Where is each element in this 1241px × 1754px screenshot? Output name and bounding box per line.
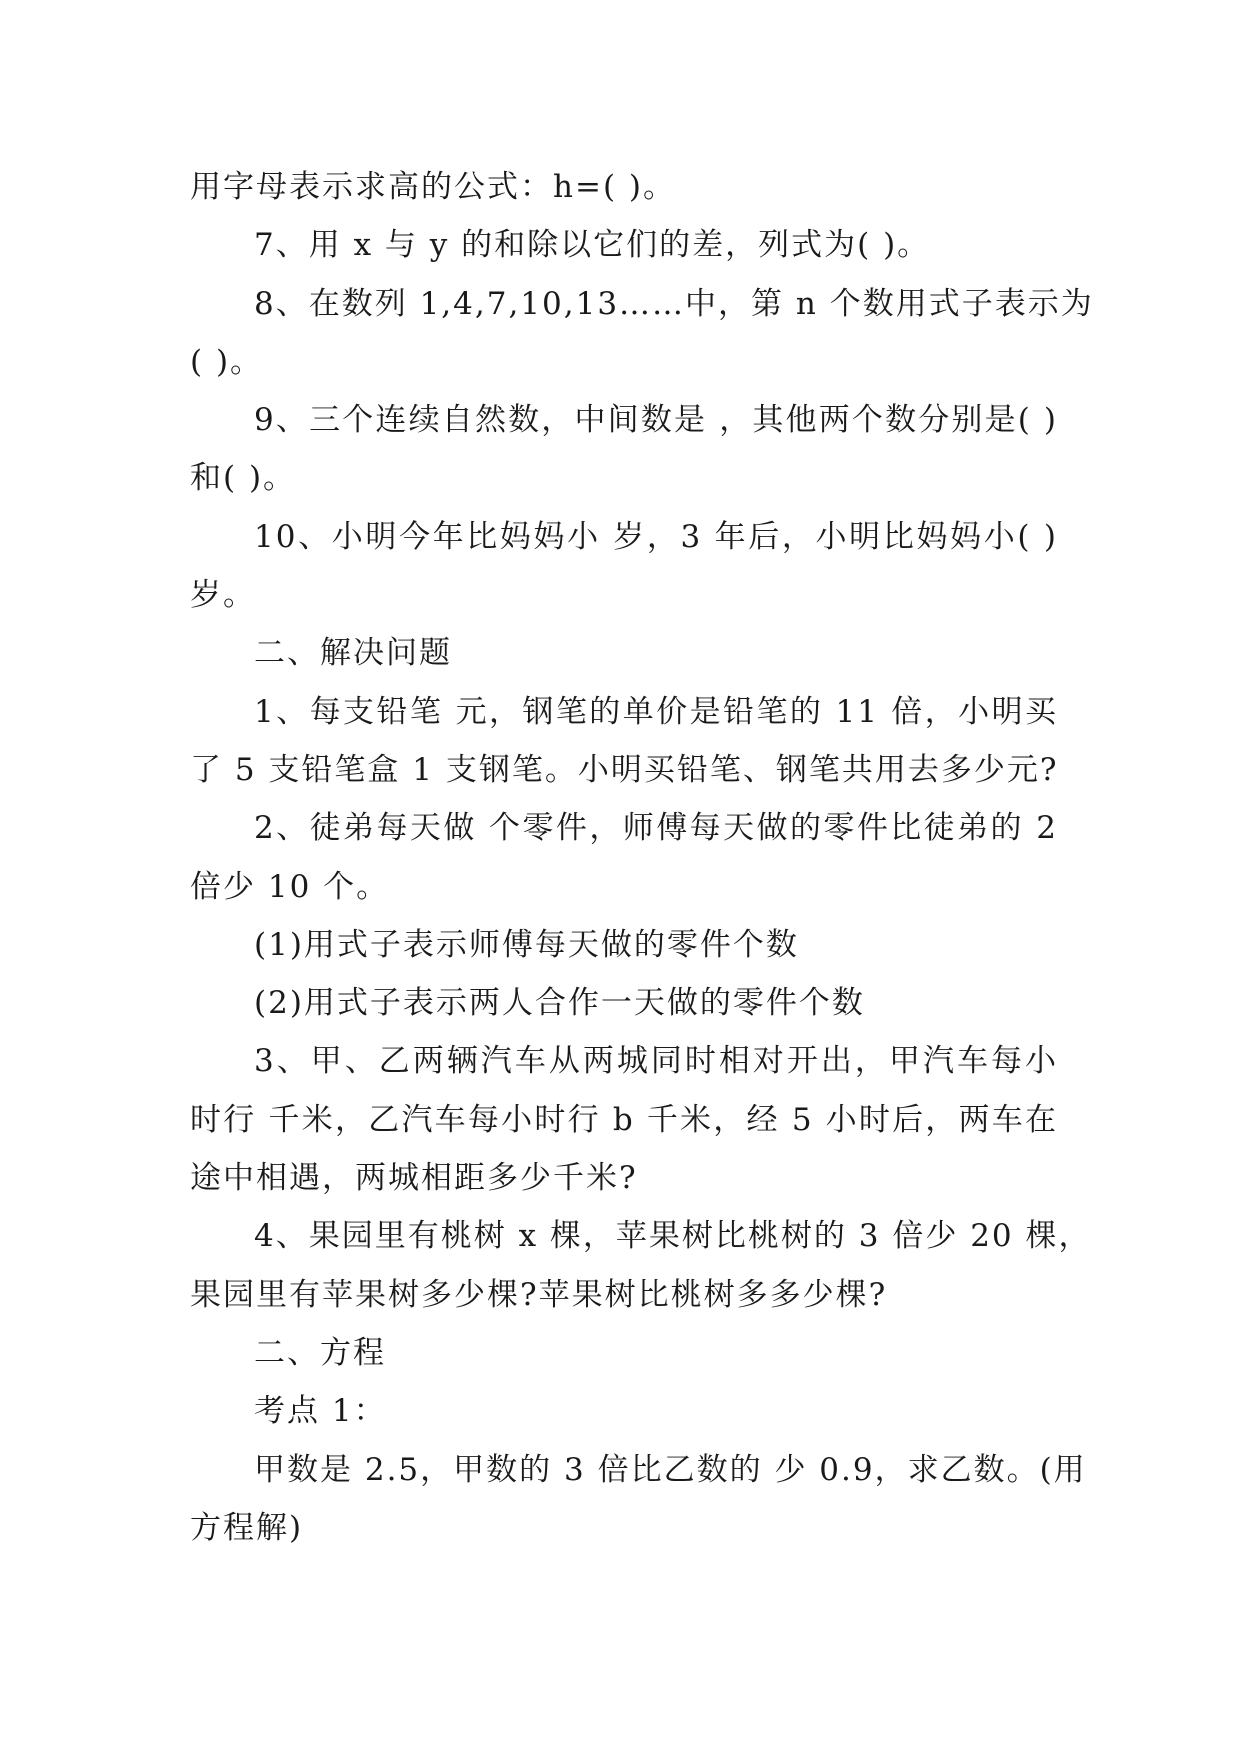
- text-line: 7、用 x 与 y 的和除以它们的差，列式为( )。: [254, 227, 931, 264]
- text-line: 8、在数列 1,4,7,10,13……中，第 n 个数用式子表示为: [254, 285, 1094, 322]
- text-line: 10、小明今年比妈妈小 岁，3 年后，小明比妈妈小( ): [254, 518, 1058, 555]
- text-line: 方程解): [190, 1509, 304, 1546]
- document-body: [190, 158, 1094, 1557]
- text-line: 和( )。: [190, 460, 297, 497]
- text-line: 3、甲、乙两辆汽车从两城同时相对开出，甲汽车每小: [254, 1043, 1058, 1080]
- text-line: 用字母表示求高的公式：h=( )。: [190, 169, 676, 205]
- text-line: 了 5 支铅笔盒 1 支钢笔。小明买铅笔、钢笔共用去多少元?: [190, 751, 1059, 788]
- text-line: (1)用式子表示师傅每天做的零件个数: [254, 926, 799, 963]
- text-line: 4、果园里有桃树 x 棵，苹果树比桃树的 3 倍少 20 棵，: [254, 1218, 1092, 1255]
- text-line: 二、解决问题: [254, 635, 452, 672]
- text-line: 倍少 10 个。: [190, 868, 390, 905]
- text-line: 9、三个连续自然数，中间数是 ，其他两个数分别是( ): [254, 402, 1058, 439]
- text-line: 途中相遇，两城相距多少千米?: [190, 1160, 638, 1197]
- text-line: 时行 千米，乙汽车每小时行 b 千米，经 5 小时后，两车在: [190, 1101, 1058, 1138]
- text-line: 岁。: [190, 577, 256, 614]
- text-line: 2、徒弟每天做 个零件，师傅每天做的零件比徒弟的 2: [254, 810, 1058, 847]
- text-line: ( )。: [190, 343, 264, 380]
- text-line: (2)用式子表示两人合作一天做的零件个数: [254, 985, 865, 1022]
- text-line: 考点 1：: [254, 1393, 387, 1430]
- text-line: 甲数是 2.5，甲数的 3 倍比乙数的 少 0.9，求乙数。(用: [254, 1451, 1087, 1488]
- text-line: 二、方程: [254, 1334, 386, 1371]
- text-line: 果园里有苹果树多少棵?苹果树比桃树多多少棵?: [190, 1276, 888, 1313]
- text-line: 1、每支铅笔 元，钢笔的单价是铅笔的 11 倍，小明买: [254, 693, 1058, 730]
